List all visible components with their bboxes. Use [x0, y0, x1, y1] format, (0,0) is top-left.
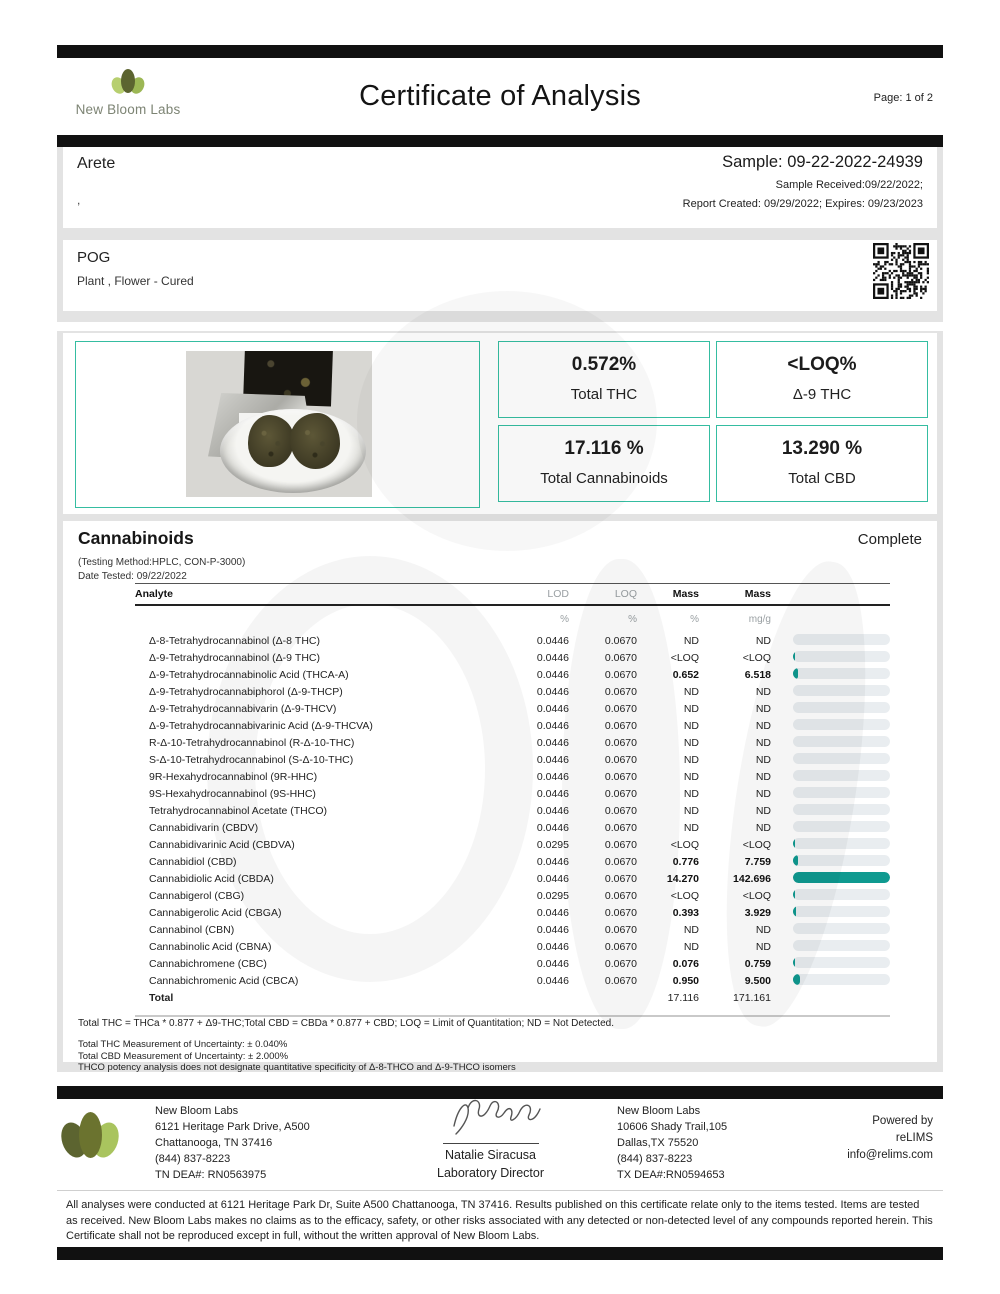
signature-image — [436, 1096, 546, 1138]
col-analyte: Analyte — [135, 588, 173, 600]
table-row: Δ-9-Tetrahydrocannabinolic Acid (THCA-A) 0.0446 0.0670 0.652 6.518 — [135, 666, 890, 683]
note-formula: Total THC = THCa * 0.877 + Δ9-THC;Total CBD = CBDa * 0.877 + CBD; LOQ = Limit of Quantitation; ND = Not Detected. — [78, 1018, 614, 1029]
mass-bar-track — [793, 855, 890, 866]
table-row: Cannabidivarin (CBDV) 0.0446 0.0670 ND ND — [135, 819, 890, 836]
section-title: Cannabinoids — [78, 528, 194, 548]
qr-code — [873, 243, 929, 299]
table-row: Δ-9-Tetrahydrocannabiphorol (Δ-9-THCP) 0.0446 0.0670 ND ND — [135, 683, 890, 700]
mass-bar-track — [793, 957, 890, 968]
sample-photo-frame — [75, 341, 480, 508]
footer-bloom-icon — [62, 1110, 118, 1168]
client-name: Arete — [77, 155, 116, 172]
mass-bar-fill — [793, 957, 795, 968]
note-thco: THCO potency analysis does not designate quantitative specificity of Δ-8-THCO and Δ-9-THCO isomers — [78, 1062, 516, 1073]
mass-bar-fill — [793, 906, 796, 917]
table-row: Δ-8-Tetrahydrocannabinol (Δ-8 THC) 0.0446 0.0670 ND ND — [135, 632, 890, 649]
mass-bar-track — [793, 787, 890, 798]
mass-bar-track — [793, 889, 890, 900]
footer-address-tx — [617, 1103, 727, 1183]
mass-bar-fill — [793, 668, 798, 679]
lab-name: New Bloom Labs — [155, 1105, 239, 1117]
relims-name: reLIMS — [895, 1132, 933, 1144]
section-status: Complete — [857, 531, 922, 548]
page-title: Certificate of Analysis — [359, 80, 641, 112]
relims-email: info@relims.com — [847, 1149, 933, 1161]
report-dates: Report Created: 09/29/2022; Expires: 09/23/2023 — [682, 198, 923, 210]
flower-bud — [248, 415, 294, 467]
note-uncertainty-thc: Total THC Measurement of Uncertainty: ± 0.040% — [78, 1039, 288, 1050]
col-loq: LOQ — [614, 588, 637, 600]
summary-total-cbd — [716, 425, 928, 502]
table-row: Δ-9-Tetrahydrocannabivarinic Acid (Δ-9-THCVA) 0.0446 0.0670 ND ND — [135, 717, 890, 734]
top-divider-bar — [57, 45, 943, 58]
mass-bar-fill — [793, 872, 890, 883]
product-type: Plant , Flower - Cured — [77, 274, 194, 288]
col-mass-pct: Mass — [672, 588, 699, 600]
lab-phone: (844) 837-8223 — [617, 1153, 693, 1165]
lab-phone: (844) 837-8223 — [155, 1153, 231, 1165]
mass-bar-track — [793, 804, 890, 815]
sample-id: Sample: 09-22-2022-24939 — [722, 153, 923, 171]
mass-bar-track — [793, 906, 890, 917]
date-tested: Date Tested: 09/22/2022 — [78, 571, 187, 582]
total-cbd-value: 13.290 % — [781, 438, 863, 459]
d9-thc-label: Δ-9 THC — [792, 386, 852, 403]
product-card — [63, 240, 937, 311]
summary-total-cannabinoids — [498, 425, 710, 502]
flower-bud — [290, 413, 340, 469]
table-units-row — [135, 606, 890, 632]
cannabinoids-table — [135, 583, 890, 1017]
d9-thc-value: <LOQ% — [787, 354, 857, 375]
signature-rule — [443, 1143, 539, 1144]
cannabinoids-card — [63, 521, 937, 1073]
table-row: Cannabichromene (CBC) 0.0446 0.0670 0.076 0.759 — [135, 955, 890, 972]
mass-bar-fill — [793, 889, 795, 900]
mass-bar-track — [793, 940, 890, 951]
bottom-bar — [57, 1247, 943, 1260]
table-row: Cannabinolic Acid (CBNA) 0.0446 0.0670 ND ND — [135, 938, 890, 955]
unit-lod: % — [560, 613, 569, 625]
table-row: Δ-9-Tetrahydrocannabinol (Δ-9 THC) 0.0446 0.0670 <LOQ <LOQ — [135, 649, 890, 666]
lab-city: Chattanooga, TN 37416 — [155, 1137, 273, 1149]
lab-dea: TN DEA#: RN0563975 — [155, 1169, 267, 1181]
mass-bar-track — [793, 838, 890, 849]
sample-received: Sample Received:09/22/2022; — [775, 179, 923, 191]
table-row: R-Δ-10-Tetrahydrocannabinol (R-Δ-10-THC) 0.0446 0.0670 ND ND — [135, 734, 890, 751]
table-row: Tetrahydrocannabinol Acetate (THCO) 0.0446 0.0670 ND ND — [135, 802, 890, 819]
table-total-row: Total 17.116 171.161 — [149, 991, 771, 1004]
brand-name: New Bloom Labs — [75, 102, 181, 117]
disclaimer-text: All analyses were conducted at 6121 Heritage Park Dr, Suite A500 Chattanooga, TN 37416. Results published on this certificate relate only to the items tested. Items are tested as received. New Bloom Labs makes no claims as to the efficacy, safety, or other risks associated with any detected or non-detected level of any compounds reported herein. This Certificate shall not be reproduced except in full, without the written approval of New Bloom Labs. — [66, 1199, 933, 1242]
total-cannabinoids-value: 17.116 % — [564, 438, 644, 459]
table-row: Cannabigerolic Acid (CBGA) 0.0446 0.0670 0.393 3.929 — [135, 904, 890, 921]
signature-block — [398, 1096, 583, 1180]
footer-address-tn — [155, 1103, 310, 1183]
table-row: Cannabidiol (CBD) 0.0446 0.0670 0.776 7.759 — [135, 853, 890, 870]
product-name: POG — [77, 249, 111, 266]
mass-bar-track — [793, 821, 890, 832]
total-thc-value: 0.572% — [571, 354, 637, 375]
mass-bar-fill — [793, 651, 795, 662]
table-row: Cannabidiolic Acid (CBDA) 0.0446 0.0670 14.270 142.696 — [135, 870, 890, 887]
mass-bar-track — [793, 668, 890, 679]
table-header — [135, 583, 890, 606]
results-panel — [57, 331, 943, 1072]
unit-loq: % — [628, 613, 637, 625]
sample-panel — [57, 147, 943, 322]
summary-total-thc — [498, 341, 710, 418]
total-cbd-label: Total CBD — [788, 470, 856, 487]
table-row: Cannabichromenic Acid (CBCA) 0.0446 0.0670 0.950 9.500 — [135, 972, 890, 989]
signatory-name: Natalie Siracusa — [444, 1148, 536, 1162]
powered-by-label: Powered by — [872, 1115, 933, 1127]
table-body — [135, 632, 890, 1006]
total-thc-label: Total THC — [570, 386, 638, 403]
mass-bar-track — [793, 974, 890, 985]
client-address: , — [77, 193, 81, 207]
mass-bar-track — [793, 685, 890, 696]
table-notes — [78, 1018, 614, 1074]
page-number: Page: 1 of 2 — [873, 92, 933, 104]
mass-bar-fill — [793, 838, 795, 849]
disclaimer-divider — [57, 1190, 943, 1191]
lab-street: 6121 Heritage Park Drive, A500 — [155, 1121, 310, 1133]
table-row: Δ-9-Tetrahydrocannabivarin (Δ-9-THCV) 0.0446 0.0670 ND ND — [135, 700, 890, 717]
mass-bar-track — [793, 872, 890, 883]
lab-city: Dallas,TX 75520 — [617, 1137, 699, 1149]
lab-name: New Bloom Labs — [617, 1105, 701, 1117]
lab-dea: TX DEA#:RN0594653 — [617, 1169, 725, 1181]
table-row: Cannabinol (CBN) 0.0446 0.0670 ND ND — [135, 921, 890, 938]
table-row: Cannabigerol (CBG) 0.0295 0.0670 <LOQ <LOQ — [135, 887, 890, 904]
mass-bar-track — [793, 702, 890, 713]
table-row: S-Δ-10-Tetrahydrocannabinol (S-Δ-10-THC) 0.0446 0.0670 ND ND — [135, 751, 890, 768]
table-row: 9R-Hexahydrocannabinol (9R-HHC) 0.0446 0.0670 ND ND — [135, 768, 890, 785]
col-lod: LOD — [547, 588, 569, 600]
mass-bar-track — [793, 634, 890, 645]
summary-card — [63, 333, 937, 514]
client-card — [63, 147, 937, 228]
testing-method: (Testing Method:HPLC, CON-P-3000) — [78, 557, 246, 568]
powered-by-block — [847, 1113, 933, 1164]
total-cannabinoids-label: Total Cannabinoids — [540, 470, 668, 487]
table-row: 9S-Hexahydrocannabinol (9S-HHC) 0.0446 0.0670 ND ND — [135, 785, 890, 802]
mass-bar-track — [793, 651, 890, 662]
unit-mass-mgg: mg/g — [748, 613, 771, 625]
col-mass-mgg: Mass — [744, 588, 771, 600]
mass-bar-track — [793, 736, 890, 747]
sample-photo — [186, 351, 372, 497]
mass-bar-track — [793, 753, 890, 764]
mass-bar-fill — [793, 974, 800, 985]
mass-bar-fill — [793, 855, 798, 866]
mass-bar-track — [793, 770, 890, 781]
note-uncertainty-cbd: Total CBD Measurement of Uncertainty: ± 2.000% — [78, 1050, 289, 1062]
mass-bar-track — [793, 923, 890, 934]
lab-street: 10606 Shady Trail,105 — [617, 1121, 728, 1133]
signatory-title: Laboratory Director — [437, 1166, 544, 1180]
summary-d9-thc — [716, 341, 928, 418]
unit-mass-pct: % — [690, 613, 699, 625]
mass-bar-track — [793, 719, 890, 730]
table-row: Cannabidivarinic Acid (CBDVA) 0.0295 0.0670 <LOQ <LOQ — [135, 836, 890, 853]
